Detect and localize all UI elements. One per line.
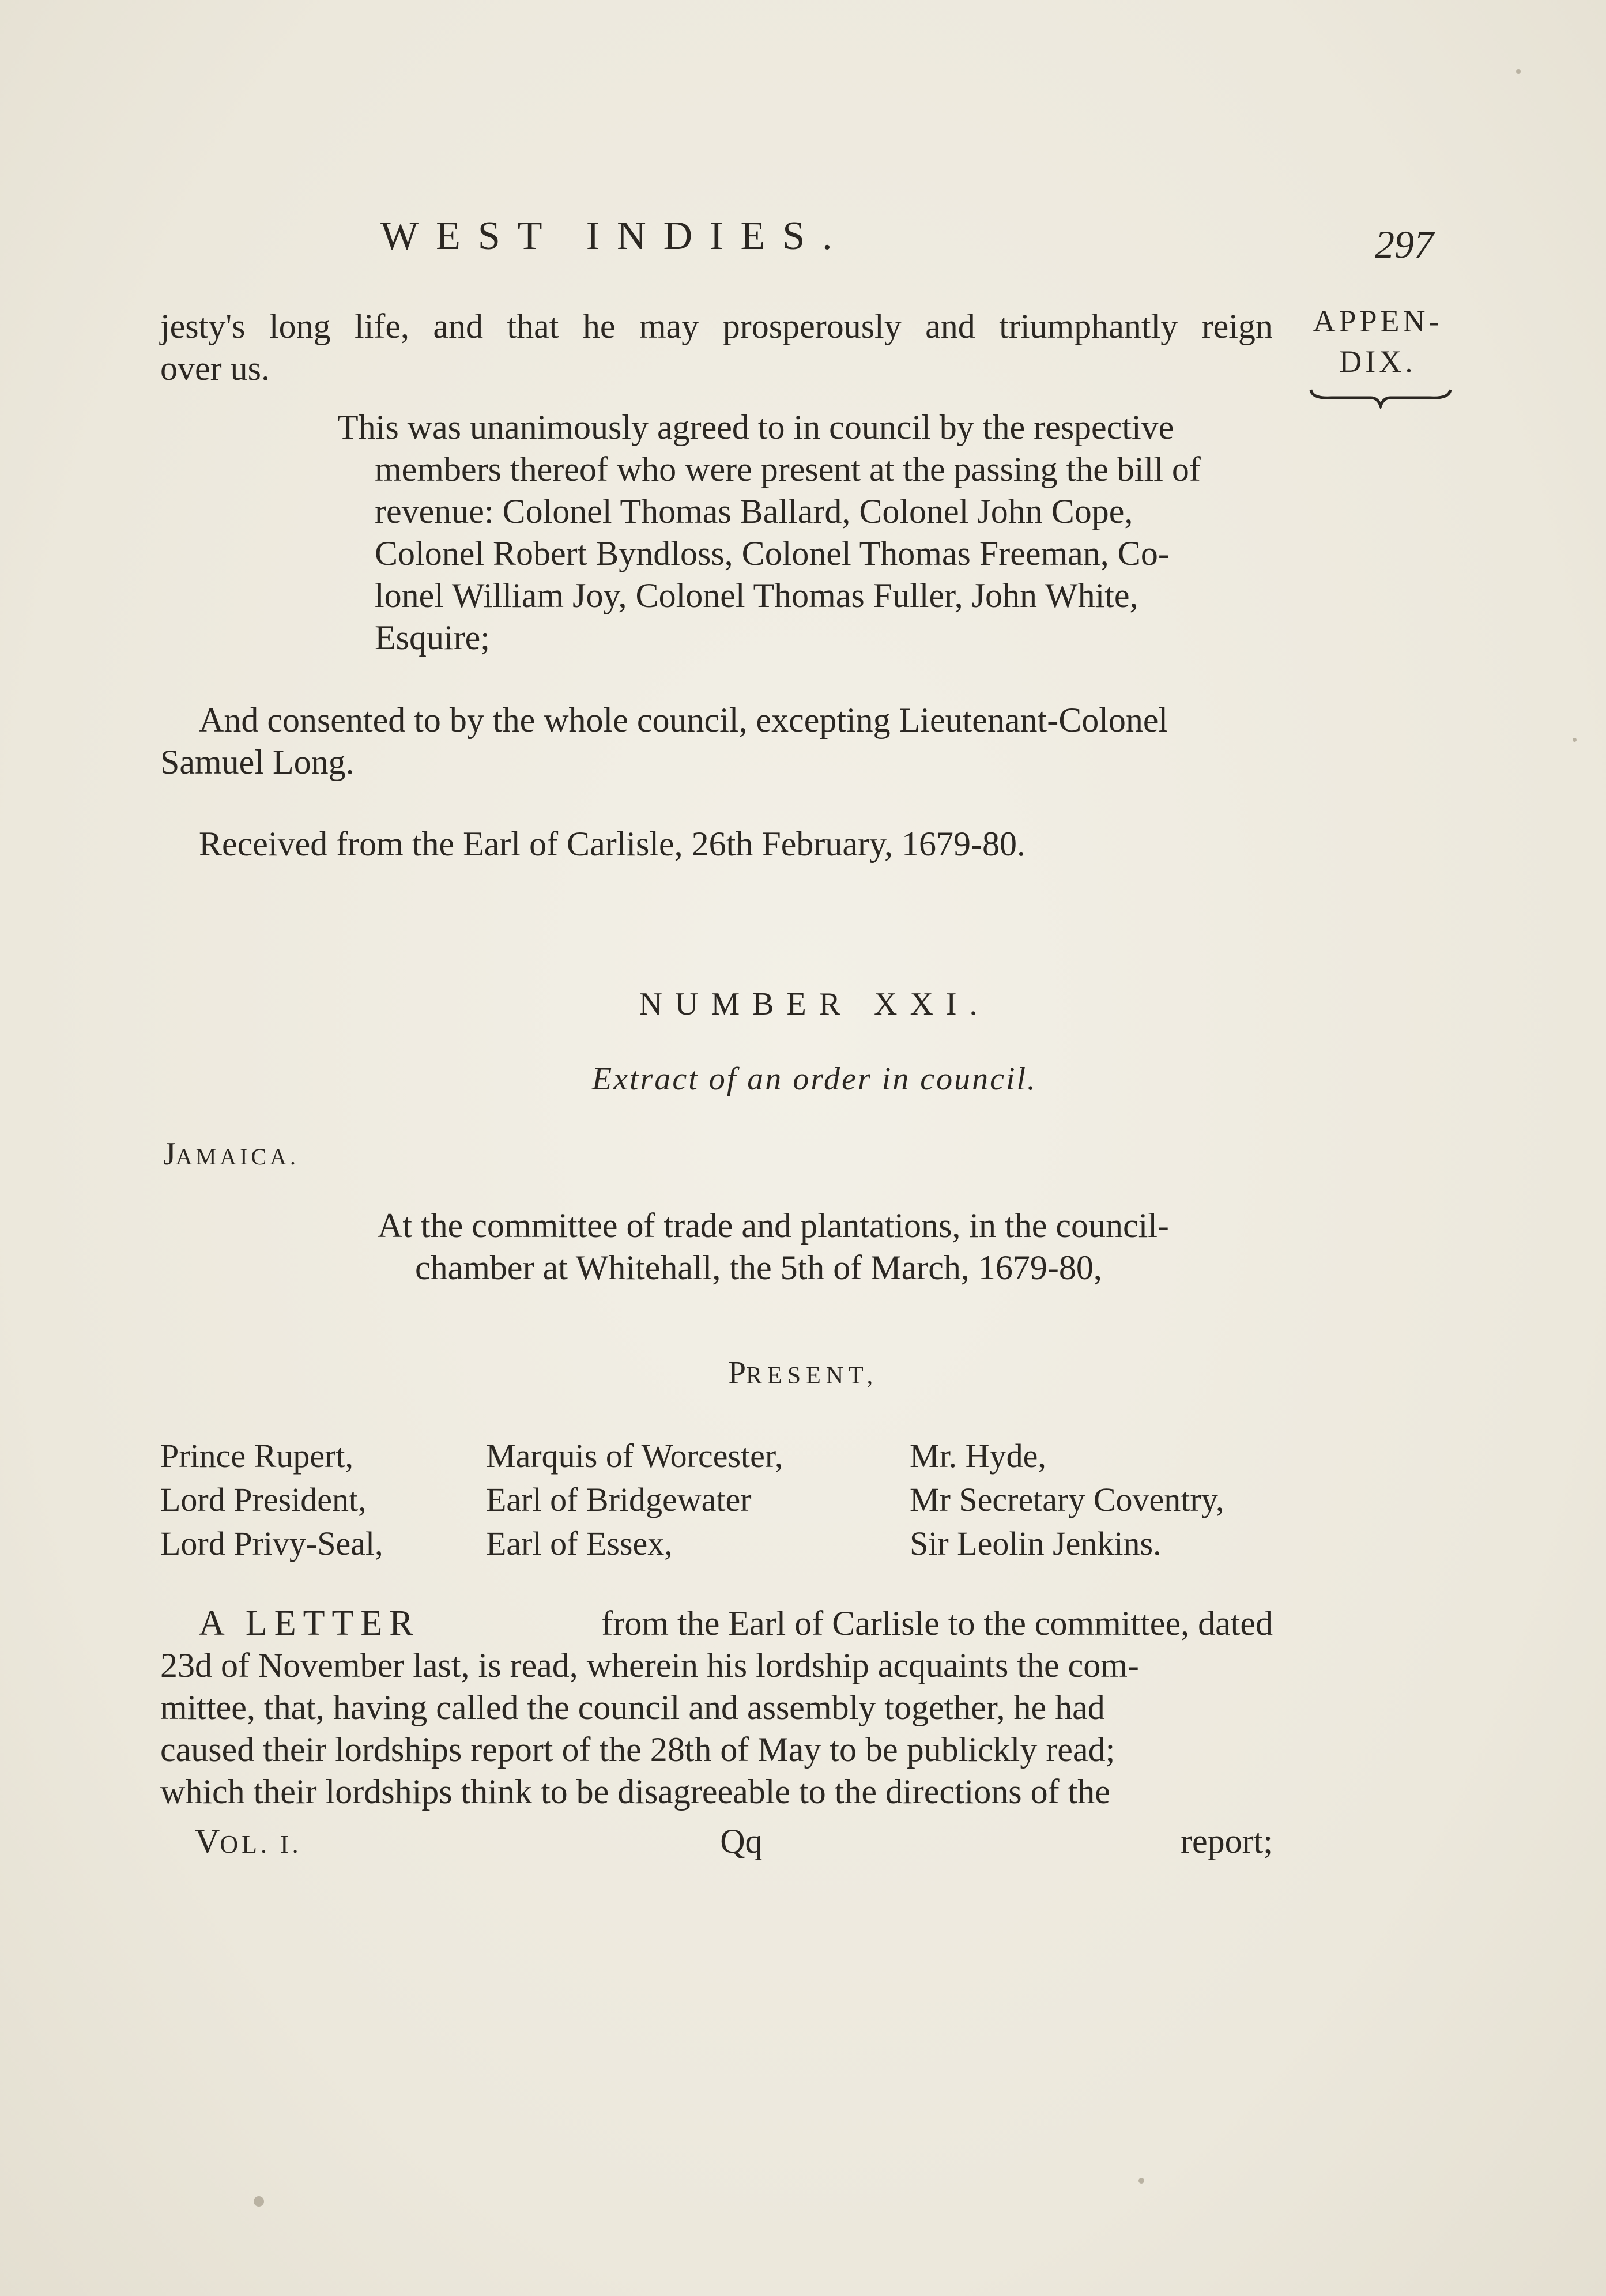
margin-note-line-1: APPEN-: [1313, 304, 1443, 338]
paragraph-line: Esquire;: [375, 619, 490, 657]
present-rest: RESENT,: [746, 1363, 879, 1389]
margin-note-line-2: DIX.: [1339, 344, 1416, 379]
volume-rest: OL. I.: [220, 1830, 302, 1858]
committee-paragraph: [378, 1205, 1277, 1289]
received-line: Received from the Earl of Carlisle, 26th February, 1679-80.: [199, 825, 1026, 863]
attendee-name: Mr Secretary Coventry,: [910, 1481, 1224, 1518]
letter-opening-caps: A LETTER: [199, 1604, 420, 1643]
attendee-list: [160, 1434, 1290, 1566]
attendee-name: Earl of Bridgewater: [486, 1481, 752, 1518]
word: life,: [355, 307, 409, 345]
place-rest: AMAICA.: [175, 1144, 300, 1170]
catchword: report;: [1181, 1822, 1273, 1860]
attendee-name: Sir Leolin Jenkins.: [910, 1525, 1162, 1562]
section-subheading: Extract of an order in council.: [591, 1061, 1038, 1097]
attendee-name: Mr. Hyde,: [910, 1437, 1046, 1475]
paragraph-line: [160, 306, 1273, 348]
running-title: WEST INDIES.: [380, 214, 850, 258]
paper-speck: [1573, 738, 1577, 742]
word: reign: [1201, 307, 1273, 345]
paragraph-line: which their lordships think to be disagreeable to the directions of the: [160, 1773, 1110, 1811]
attendee-name: Lord President,: [160, 1481, 367, 1518]
letter-line-1-rest: from the Earl of Carlisle to the committee, dated: [601, 1604, 1273, 1642]
attendee-name: Earl of Essex,: [486, 1525, 673, 1562]
council-agreement-paragraph: [337, 406, 1283, 659]
curly-brace-icon: [1309, 386, 1453, 409]
paragraph-line: lonel William Joy, Colonel Thomas Fuller, John White,: [375, 576, 1138, 614]
paragraph-line: members thereof who were present at the passing the bill of: [375, 450, 1201, 488]
paragraph-line: over us.: [160, 349, 270, 387]
section-heading: NUMBER XXI.: [639, 986, 990, 1022]
consent-paragraph: [160, 699, 1273, 783]
word: and: [925, 307, 975, 345]
paragraph-line: This was unanimously agreed to in council by the respective: [337, 408, 1174, 446]
present-heading: [0, 1355, 1606, 1392]
paper-speck: [1138, 2178, 1144, 2184]
attendee-name: Marquis of Worcester,: [486, 1437, 783, 1475]
paper-speck: [254, 2196, 264, 2207]
attendee-name: Prince Rupert,: [160, 1437, 354, 1475]
paragraph-line: At the committee of trade and plantations, in the council-: [378, 1207, 1169, 1245]
word: jesty's: [160, 307, 246, 345]
place-initial: J: [163, 1136, 176, 1172]
paragraph-line: Colonel Robert Byndloss, Colonel Thomas Freeman, Co-: [375, 534, 1170, 572]
page-number: 297: [1375, 223, 1434, 266]
volume-label: [195, 1822, 302, 1861]
word: that: [507, 307, 559, 345]
present-initial: P: [727, 1355, 747, 1391]
paragraph-line: [160, 1603, 1273, 1645]
paragraph-line: mittee, that, having called the council and assembly together, he had: [160, 1688, 1105, 1726]
paragraph-line: Samuel Long.: [160, 743, 355, 781]
volume-initial: V: [195, 1822, 220, 1860]
paragraph-continuation: [160, 306, 1273, 390]
word: may: [639, 307, 699, 345]
paragraph-line: And consented to by the whole council, excepting Lieutenant-Colonel: [199, 701, 1168, 739]
word: he: [582, 307, 616, 345]
signature-mark: Qq: [720, 1822, 763, 1860]
paragraph-line: chamber at Whitehall, the 5th of March, 1679-80,: [415, 1249, 1102, 1287]
paragraph-line: 23d of November last, is read, wherein his lordship acquaints the com-: [160, 1646, 1139, 1684]
paragraph-line: revenue: Colonel Thomas Ballard, Colonel John Cope,: [375, 492, 1133, 530]
paragraph-line: caused their lordships report of the 28th of May to be publickly read;: [160, 1731, 1115, 1769]
word: and: [433, 307, 484, 345]
margin-note: [1303, 301, 1453, 382]
word: triumphantly: [999, 307, 1178, 345]
letter-paragraph: [160, 1603, 1273, 1813]
attendee-name: Lord Privy-Seal,: [160, 1525, 383, 1562]
paper-speck: [1516, 69, 1521, 74]
word: long: [269, 307, 331, 345]
page-footer: [195, 1822, 1273, 1861]
place-heading: [163, 1136, 299, 1172]
word: prosperously: [722, 307, 902, 345]
